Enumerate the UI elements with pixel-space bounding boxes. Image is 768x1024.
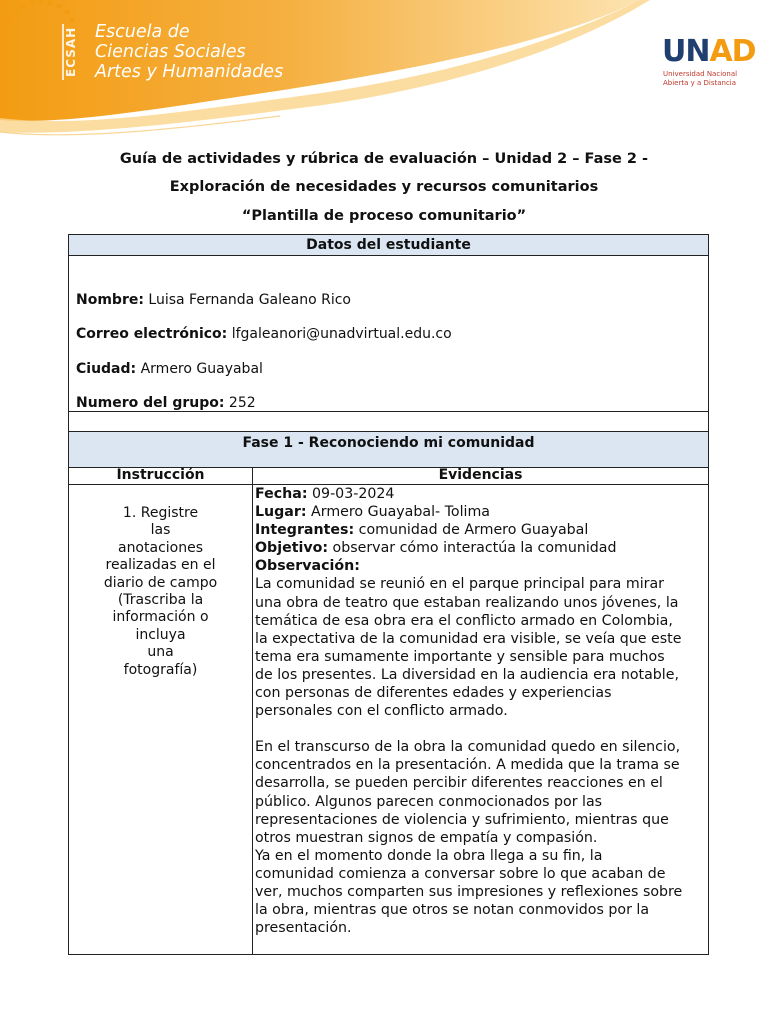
student-data-block xyxy=(69,256,708,412)
instruction-line: información o xyxy=(112,609,209,626)
fecha-label: Fecha: xyxy=(255,486,308,502)
column-headers xyxy=(69,468,708,485)
observation-line: la expectativa de la comunidad era visible, se veía que este xyxy=(255,630,682,647)
observation-line: En el transcurso de la obra la comunidad quedo en silencio, xyxy=(255,739,681,756)
observation-line: de los presentes. La diversidad en la audiencia era notable, xyxy=(255,666,679,683)
student-email-field xyxy=(76,326,452,342)
observation-line: presentación. xyxy=(255,920,352,937)
instruction-line: fotografía) xyxy=(123,661,198,678)
observacion-line xyxy=(255,557,708,575)
student-group-label: Numero del grupo: xyxy=(76,395,225,411)
unad-subtitle-line-2: Abierta y a Distancia xyxy=(663,79,737,87)
observation-line: desarrolla, se pueden percibir diferentes reacciones en el xyxy=(255,775,663,792)
doc-title-line-2: Exploración de necesidades y recursos comunitarios xyxy=(169,179,599,195)
instruction-line: diario de campo xyxy=(103,574,218,591)
observation-line: representaciones de violencia y sufrimiento, mientras que xyxy=(255,811,669,828)
unad-subtitle xyxy=(663,70,768,88)
header-banner xyxy=(0,0,768,150)
student-email-label: Correo electrónico: xyxy=(76,326,228,342)
student-template-table xyxy=(68,234,709,955)
observation-line: tema era sumamente importante y sensible para muchos xyxy=(255,648,665,665)
observation-paragraph-1 xyxy=(255,575,708,720)
instruction-line: incluya xyxy=(135,626,186,643)
fecha-line xyxy=(255,485,708,503)
school-name-line-2: Ciencias Sociales xyxy=(95,42,246,62)
observation-line: con personas de diferentes edades y experiencias xyxy=(255,685,612,702)
lugar-line xyxy=(255,503,708,521)
ecsah-logo: ECSAH xyxy=(62,24,84,80)
observation-line: comunidad comienza a conversar sobre lo que acaban de xyxy=(255,865,666,882)
school-name-line-3: Artes y Humanidades xyxy=(95,62,284,82)
lugar-value: Armero Guayabal- Tolima xyxy=(306,504,490,521)
objetivo-label: Objetivo: xyxy=(255,540,329,557)
observation-line: otros muestran signos de empatía y compasión. xyxy=(255,829,598,846)
observation-paragraph-2 xyxy=(255,738,708,937)
integrantes-line xyxy=(255,521,708,539)
objetivo-value: observar cómo interactúa la comunidad xyxy=(328,540,617,557)
unad-wordmark-un: UN xyxy=(662,34,710,69)
observation-line: una obra de teatro que estaban realizando unos jóvenes, la xyxy=(255,594,679,611)
observation-line: temática de esa obra era el conflicto armado en Colombia, xyxy=(255,612,673,629)
student-group-value: 252 xyxy=(224,395,256,411)
school-name-line-1: Escuela de xyxy=(95,22,190,42)
student-name-value: Luisa Fernanda Galeano Rico xyxy=(143,292,351,308)
instruction-line: 1. Registre xyxy=(122,505,199,521)
objetivo-line xyxy=(255,539,708,557)
student-name-field xyxy=(76,292,351,308)
student-city-field xyxy=(76,361,263,377)
instruction-cell xyxy=(69,485,253,954)
instruction-line: una xyxy=(147,644,174,661)
observation-line: público. Algunos parecen conmocionados por las xyxy=(255,793,603,810)
observation-line: La comunidad se reunió en el parque principal para mirar xyxy=(255,576,664,593)
doc-title-line-1: Guía de actividades y rúbrica de evaluación – Unidad 2 – Fase 2 - xyxy=(119,151,649,167)
fecha-value: 09-03-2024 xyxy=(307,486,395,502)
paragraph-gap xyxy=(255,720,708,738)
school-name xyxy=(95,22,283,82)
instruction-line: las xyxy=(150,522,171,539)
instruction-column-header: Instrucción xyxy=(69,468,253,484)
phase-body-row xyxy=(69,485,708,954)
instruction-line: (Trascriba la xyxy=(117,592,204,609)
observation-line: personales con el conflicto armado. xyxy=(255,703,508,720)
student-name-label: Nombre: xyxy=(76,292,144,308)
observation-line: Ya en el momento donde la obra llega a su fin, la xyxy=(255,847,603,864)
unad-subtitle-line-1: Universidad Nacional xyxy=(663,70,738,78)
doc-title-line-3: “Plantilla de proceso comunitario” xyxy=(241,208,527,224)
integrantes-label: Integrantes: xyxy=(255,522,355,539)
table-spacer-row xyxy=(69,412,708,432)
evidence-column-header: Evidencias xyxy=(438,467,523,483)
lugar-label: Lugar: xyxy=(255,504,307,521)
observacion-label: Observación: xyxy=(255,558,360,575)
student-section-header: Datos del estudiante xyxy=(69,235,708,256)
phase-header: Fase 1 - Reconociendo mi comunidad xyxy=(69,432,708,468)
observation-line: la obra, mientras que otros se notan conmovidos por la xyxy=(255,902,650,919)
integrantes-value: comunidad de Armero Guayabal xyxy=(354,522,589,539)
observation-line: concentrados en la presentación. A medida que la trama se xyxy=(255,757,680,774)
unad-wordmark xyxy=(662,34,756,69)
unad-wordmark-ad: AD xyxy=(709,34,756,69)
instruction-line: realizadas en el xyxy=(105,557,216,574)
instruction-line: anotaciones xyxy=(117,539,204,556)
student-city-value: Armero Guayabal xyxy=(136,361,263,377)
student-email-value: lfgaleanori@unadvirtual.edu.co xyxy=(227,326,452,342)
observation-line: ver, muchos comparten sus impresiones y reflexiones sobre xyxy=(255,883,683,900)
student-group-field xyxy=(76,395,256,411)
evidence-cell xyxy=(253,485,708,954)
student-city-label: Ciudad: xyxy=(76,361,137,377)
unad-logo-icon xyxy=(0,0,84,80)
